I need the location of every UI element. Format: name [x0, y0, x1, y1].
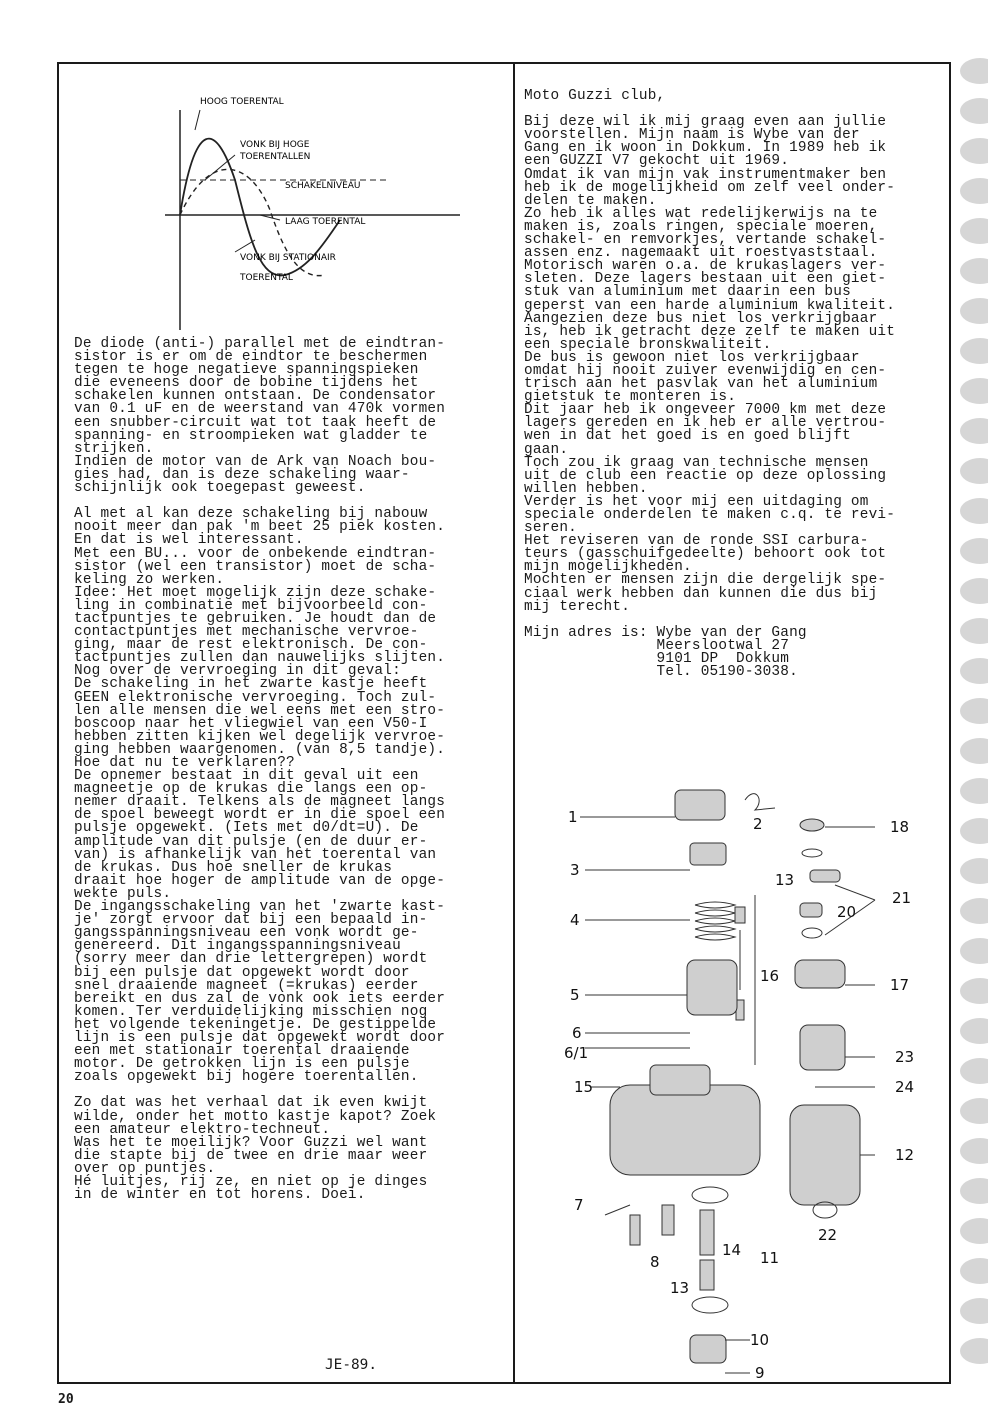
- column-divider: [513, 64, 515, 1382]
- part-label-3: 3: [570, 861, 580, 879]
- carburettor-exploded-view: [550, 785, 930, 1385]
- waveform-sketch: [160, 80, 460, 330]
- part-label-8: 8: [650, 1253, 660, 1271]
- part-label-4: 4: [570, 911, 580, 929]
- left-column-text: De diode (anti-) parallel met de eindtran- sistor is er om de eindtor te beschermen tegen te hoge negatieve spanningspieken die eveneens door de bobine tijdens het schakelen kunnen ontstaan. De condensator van 0.1 uF en de weerstand van 470k vormen een snubber-circuit wat tot taak heeft de spanning- en stroompieken wat gladder te strijken. Indien de motor van de Ark van Noach bou- gies had, dan is deze schakeling waar- schijnlijk ook toegepast geweest. Al met al kan deze schakeling bij nabouw nooit meer dan pak 'm beet 25 piek kosten. En dat is wel interessant. Met een BU... voor de onbekende eindtran- sistor (wel een transistor) moet de scha- keling zo werken. Idee: Het moet mogelijk zijn deze schake- ling in combinatie met bijvoorbeeld con- tactpuntjes te gebruiken. Je houdt dan de contactpuntjes met mechanische vervroe- ging, maar de rest elektronisch. De con- tactpuntjes zullen dan nauwelijks slijten. Nog over de vervroeging in dit geval: De schakeling in het zwarte kastje heeft GEEN elektronische vervroeging. Toch zul- len alle mensen die wel eens met een stro- boscoop naar het vliegwiel van een V50-I hebben zitten kijken wel degelijk vervroe- ging hebben waargenomen. (van 8,5 tandje). Hoe dat nu te verklaren?? De opnemer bestaat in dit geval uit een magneetje op de krukas die langs een op- nemer draait. Telkens als de magneet langs de spoel beweegt wordt er in die spoel een pulsje opgewekt. (Iets met d0/dt=U). De amplitude van dit pulsje (en de duur er- van) is afhankelijk van het toerental van de krukas. Dus hoe sneller de krukas draait hoe hoger de amplitude van de opge- wekte puls. De ingangsschakeling van het 'zwarte kast- je' zorgt ervoor dat bij een bepaald in- gangsspanningsniveau een vonk wordt ge- genereerd. Dit ingangsspanningsniveau (sorry meer dan drie lettergrepen) wordt bij een pulsje dat opgewekt wordt door snel draaiende magneet (=krukas) eerder bereikt en dus zal de vonk ook iets eerder komen. Ter verduidelijking misschien nog het volgende tekeningetje. De gestippelde lijn is een pulsje dat opgewekt wordt door een met stationair toerental draaiende motor. De getrokken lijn is een pulsje zoals opgewekt bij hogere toerentallen. Zo dat was het verhaal dat ik even kwijt wilde, onder het motto kastje kapot? Zoek een amateur elektro-techneut. Was het te moeilijk? Voor Guzzi wel want die stapte bij de twee en drie maar weer over op puntjes. Hé luitjes, rij ze, en niet op je dinges in de winter en tot horens. Doei.: [74, 336, 446, 1204]
- label-vonk-hoog-2: TOERENTALLEN: [240, 152, 311, 162]
- part-label-6-1: 6/1: [564, 1044, 589, 1062]
- part-label-22: 22: [818, 1226, 838, 1244]
- label-hoog-toerental: HOOG TOERENTAL: [200, 97, 284, 107]
- label-vonk-stationair-1: VONK BIJ STATIONAIR: [240, 253, 336, 263]
- part-label-17: 17: [890, 976, 910, 994]
- part-label-13a: 13: [775, 871, 795, 889]
- part-label-7: 7: [574, 1196, 584, 1214]
- part-label-12: 12: [895, 1146, 915, 1164]
- part-label-9: 9: [755, 1364, 765, 1382]
- part-label-10: 10: [750, 1331, 770, 1349]
- part-label-11: 11: [760, 1249, 780, 1267]
- label-vonk-hoog-1: VONK BIJ HOGE: [240, 140, 310, 150]
- binder-rings: [948, 40, 988, 1403]
- part-label-18: 18: [890, 818, 910, 836]
- part-label-23: 23: [895, 1048, 915, 1066]
- label-vonk-stationair-2: TOERENTAL: [240, 273, 293, 283]
- part-label-20: 20: [837, 903, 857, 921]
- label-schakelniveau: SCHAKELNIVEAU: [285, 181, 361, 191]
- part-label-15: 15: [574, 1078, 594, 1096]
- part-label-21: 21: [892, 889, 912, 907]
- part-label-1: 1: [568, 808, 578, 826]
- part-label-13b: 13: [670, 1279, 690, 1297]
- part-label-14: 14: [722, 1241, 742, 1259]
- part-label-24: 24: [895, 1078, 915, 1096]
- part-label-5: 5: [570, 986, 580, 1004]
- part-label-6: 6: [572, 1024, 582, 1042]
- part-label-16: 16: [760, 967, 780, 985]
- label-laag-toerental: LAAG TOERENTAL: [285, 217, 366, 227]
- signature: JE-89.: [325, 1357, 377, 1373]
- part-label-2: 2: [753, 815, 763, 833]
- right-column-text: Moto Guzzi club, Bij deze wil ik mij graag even aan jullie voorstellen. Mijn naam is Wybe van der Gang en ik woon in Dokkum. In 1989 heb ik een GUZZI V7 gekocht uit 1969. Omdat ik van mijn vak instrumentmaker ben heb ik de mogelijkheid om zelf veel onder- delen te maken. Zo heb ik alles wat redelijkerwijs na te maken is, zoals ringen, speciale moeren, schakel- en remvorkjes, vertande schakel- assen enz. nagemaakt uit roestvaststaal. Motorisch waren o.a. de krukaslagers ver- sleten. Deze lagers bestaan uit een giet- stuk van aluminium met daarin een bus geperst van een harde aluminium kwaliteit. Aangezien deze bus niet los verkrijgbaar is, heb ik getracht deze zelf te maken uit een speciale bronskwaliteit. De bus is gewoon niet los verkrijgbaar omdat hij nooit zuiver evenwijdig en cen- trisch aan het pasvlak van het aluminium gietstuk te monteren is. Dit jaar heb ik ongeveer 7000 km met deze lagers gereden en ik heb er alle vertrou- wen in dat het goed is en goed blijft gaan. Toch zou ik graag van technische mensen uit de club een reactie op deze oplossing willen hebben. Verder is het voor mij een uitdaging om speciale onderdelen te maken c.q. te revi- seren. Het reviseren van de ronde SSI carbura- teurs (gasschuifgedeelte) behoort ook tot mijn mogelijkheden. Mochten er mensen zijn die dergelijk spe- ciaal werk hebben dan kunnen die dus bij mij terecht. Mijn adres is: Wybe van der Gang Meerslootwal 27 9101 DP Dokkum Tel. 05190-3038.: [524, 88, 896, 681]
- page-number: 20: [58, 1392, 74, 1407]
